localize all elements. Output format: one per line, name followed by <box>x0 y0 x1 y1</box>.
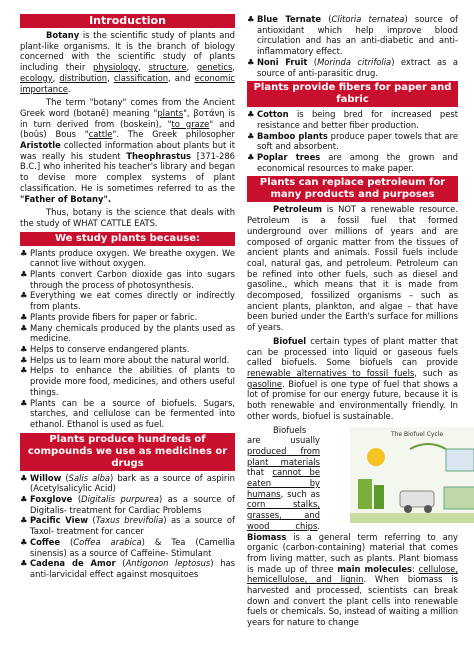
list-item-text: produce paper towels that are soft and absorbent. <box>257 130 458 152</box>
plants-link[interactable]: plants <box>157 107 184 118</box>
medicine-list <box>20 473 235 580</box>
father-of-botany: "Father of Botany". <box>20 193 112 204</box>
left-column <box>20 14 235 583</box>
list-item-text: Helps to conserve endangered plants. <box>30 343 190 354</box>
list-item-text: as a source of Digitalis- treatment for Cardiac Problems <box>30 494 235 515</box>
club-bullet-icon: ♣ <box>20 311 28 322</box>
club-bullet-icon: ♣ <box>247 56 255 67</box>
intro-text: collected information about plants but it was really his student <box>20 140 235 161</box>
club-bullet-icon: ♣ <box>247 109 255 120</box>
diagram-title: The Biofuel Cycle <box>390 430 444 438</box>
paragraph-text: . <box>317 520 320 531</box>
scientific-name: Antigonon leptosus <box>125 558 211 569</box>
list-item-text: Helps to enhance the abilities of plants to provide more food, medicines, and others useful things. <box>30 365 235 397</box>
ecology-link[interactable]: ecology <box>20 72 53 83</box>
paragraph-text: , such as <box>414 367 458 378</box>
paragraph-text: . When biomass is harvested and processed, scientists can break down and convert the plant cells into renewable fuels or chemicals. So, instead of waiting a million years for nature to change <box>247 574 458 628</box>
biofuel-term: Biofuel <box>273 335 307 346</box>
list-item <box>20 365 235 397</box>
club-bullet-icon: ♣ <box>20 269 28 280</box>
paragraph-text: certain types of plant matter that can be processed into liquid or gaseous fuels called biofuels. Some biofuels can provide <box>247 335 458 368</box>
biofuel-paragraph <box>247 336 458 422</box>
paragraph-text: : <box>412 563 419 574</box>
club-bullet-icon: ♣ <box>20 397 28 408</box>
plant-materials-link[interactable]: produced from plant materials <box>247 445 320 467</box>
genetics-link[interactable]: genetics <box>196 62 233 73</box>
list-item: ♣ Noni Fruit (Morinda citrifolia) extract as a source of anti-parasitic drug. <box>247 56 459 78</box>
plant-name: Cadena de Amor <box>30 558 116 569</box>
economic-importance-link[interactable]: economic importance <box>20 72 236 94</box>
list-item <box>20 323 235 344</box>
club-bullet-icon: ♣ <box>247 14 255 24</box>
list-item-text: is being bred for increased pest resistance and better fiber production. <box>257 109 458 130</box>
club-bullet-icon: ♣ <box>20 472 28 483</box>
to-graze-link[interactable]: to graze <box>171 118 210 129</box>
club-bullet-icon: ♣ <box>20 343 28 354</box>
list-item-text: Plants convert Carbon dioxide gas into sugars through the process of photosynthesis. <box>30 269 235 290</box>
plant-name: Coffee <box>30 536 61 547</box>
list-item-text: as a source of Taxol- treatment for cancer <box>30 515 235 537</box>
renewable-link[interactable]: renewable alternatives to fossil fuels <box>247 367 415 378</box>
fiber-list <box>247 109 458 173</box>
scientific-name: Salis alba <box>68 472 111 483</box>
list-item: ♣ Coffee (Coffea arabica) & Tea (Camellia sinensis) as a source of Caffeine- Stimulant <box>20 536 235 558</box>
list-item: ♣ Willow (Salis alba) bark as a source of aspirin (Acetylsalicylic Acid) <box>20 472 235 494</box>
intro-paragraph-1: Botany is the scientific study of plants and plant-like organisms. It is the branch of biology concerned with the scientific study of plants including their physiology, structure, genetics, ecology, distribution, classification, and economic importance. <box>20 30 236 94</box>
cattle-link[interactable]: cattle <box>88 129 113 140</box>
list-item-text: extract as a source of anti-parasitic drug. <box>257 56 459 78</box>
list-item-text: are among the grown and economical resources to make paper. <box>257 152 458 173</box>
plant-name: Foxglove <box>30 494 73 505</box>
biofuel-cycle-diagram <box>324 427 458 523</box>
intro-text: [371-286 B.C.] who inherited his teacher's library and began to devise more complex systems of plant classification. He is sometimes referred to as the <box>20 150 235 193</box>
corn-stalks-link[interactable]: corn stalks, grasses, and wood chips <box>247 499 320 531</box>
classification-link[interactable]: classification <box>113 72 169 83</box>
main-molecules-term: main molecules <box>337 563 413 574</box>
wheel-icon <box>424 505 432 513</box>
list-item <box>20 269 235 290</box>
list-item: ♣ Pacific View (Taxus brevifolia) as a source of Taxol- treatment for cancer <box>20 515 235 537</box>
club-bullet-icon: ♣ <box>20 536 28 547</box>
intro-text: ". The Greek philosopher <box>112 129 235 140</box>
plant-name: Blue Ternate <box>257 14 322 24</box>
list-item <box>247 131 458 152</box>
factory-icon <box>446 449 474 471</box>
plant-name: Poplar trees <box>257 152 321 163</box>
distribution-link[interactable]: distribution <box>59 72 108 83</box>
intro-text: is the scientific study of plants and plant-like organisms. It is the branch of biology concerned with the scientific study of plants including their <box>20 30 235 73</box>
paragraph-text: is a general term referring to any organic (carbon-containing) material that comes from living matter, such as plants. Plant biomass is made up of three <box>247 531 458 574</box>
paragraph-text: . Biofuel is one type of fuel that shows a lot of promise for our energy future, because it is both renewable and environmentally friendly. In other words, biofuel is sustainable. <box>247 378 458 421</box>
biofuel-cycle-image <box>350 427 474 523</box>
aristotle-name: Aristotle <box>20 140 61 151</box>
club-bullet-icon: ♣ <box>20 515 28 526</box>
truck-icon <box>400 491 434 507</box>
plant-name: Bamboo plants <box>257 130 328 141</box>
list-item: ♣ Cadena de Amor (Antigonon leptosus) has anti-larvicidal effect against mosquitoes <box>20 558 236 579</box>
list-item-text: & Tea (Camellia sinensis) as a source of Caffeine- Stimulant <box>30 536 235 558</box>
list-item-text: bark as a source of aspirin (Acetylsalicylic Acid) <box>30 472 235 494</box>
list-item: ♣ Blue Ternate (Clitoria ternatea) source of antioxidant which help improve blood circulation and has an anti-diabetic and anti-inflammatory effect. <box>247 14 458 57</box>
scientific-name: Digitalis purpurea <box>81 494 159 505</box>
club-bullet-icon: ♣ <box>247 152 255 163</box>
section-header-introduction: Introduction <box>20 14 235 28</box>
wheel-icon <box>404 505 412 513</box>
list-item <box>20 398 235 430</box>
club-bullet-icon: ♣ <box>20 365 28 376</box>
list-item <box>20 312 235 323</box>
scientific-name: Clitoria ternatea <box>331 14 405 24</box>
club-bullet-icon: ♣ <box>20 247 28 258</box>
plant-name: Cotton <box>257 109 289 120</box>
intro-paragraph-3: Thus, botany is the science that deals with the study of WHAT CATTLE EATS. <box>20 207 235 228</box>
list-item-text: Everything we eat comes directly or indirectly from plants. <box>30 290 235 312</box>
botany-term: Botany <box>46 30 80 40</box>
physiology-link[interactable]: physiology <box>93 62 139 73</box>
list-item-text: Many chemicals produced by the plants used as medicine. <box>30 322 235 344</box>
biomass-term: Biomass <box>247 531 287 542</box>
scientific-name: Coffea arabica <box>73 536 142 547</box>
paragraph-text: that <box>247 467 273 478</box>
paragraph-text: Biofuels are usually <box>247 424 320 446</box>
section-header-fibers: Plants provide fibers for paper and fabric <box>247 81 458 107</box>
scientific-name: Morinda citrifolia <box>317 56 392 67</box>
club-bullet-icon: ♣ <box>20 322 28 333</box>
list-item-text: has anti-larvicidal effect against mosquitoes <box>30 558 236 579</box>
plant-icon <box>358 479 372 509</box>
plant-name: Willow <box>30 472 62 483</box>
structure-link[interactable]: structure <box>148 62 187 73</box>
right-column <box>247 14 458 631</box>
club-bullet-icon: ♣ <box>20 290 28 301</box>
intro-text: ", βοτάνη is in turn derived from (boskein), " <box>20 107 235 129</box>
paragraph-text: , such as <box>280 488 320 499</box>
sun-icon <box>367 448 385 466</box>
gasoline-link[interactable]: gasoline <box>247 378 283 389</box>
list-item: ♣ Foxglove (Digitalis purpurea) as a source of Digitalis- treatment for Cardiac Problems <box>20 494 235 515</box>
petroleum-paragraph <box>247 204 458 332</box>
biofuel-tank-icon <box>444 487 474 509</box>
list-item <box>20 248 235 269</box>
plant-name: Noni Fruit <box>257 56 308 67</box>
section-header-medicines: Plants produce hundreds of compounds we use as medicines or drugs <box>20 433 235 471</box>
intro-paragraph-2 <box>20 97 235 204</box>
paragraph-text: is NOT a renewable resource. Petroleum is a fossil fuel that formed underground over millions of years and are composed of organic matter from the tissues of ancient plants and animals. Fossil fuels include coal, natural gas, and petroleum. Petroleum can be refined into other fuels, such as diesel and gasoline., which means that it is made from decomposed, fossilized organisms – such as ancient plants, plankton, and algae – that have been buried under the Earth's surface for millions of years. <box>247 204 458 333</box>
intro-text: " and (boûs) Bous " <box>20 118 235 140</box>
list-item-text: Plants can be a source of biofuels. Sugars, starches, and cellulose can be fermented into ethanol. Ethanol is used as fuel. <box>30 397 235 429</box>
club-bullet-icon: ♣ <box>20 354 28 365</box>
list-item <box>20 344 235 355</box>
scientific-name: Taxus brevifolia <box>95 515 164 526</box>
section-header-study: We study plants because: <box>20 232 235 246</box>
list-item <box>20 290 235 311</box>
intro-text: The term "botany" comes from the Ancient Greek word (botanē) meaning " <box>20 97 235 118</box>
list-item <box>20 355 235 366</box>
club-bullet-icon: ♣ <box>247 130 255 141</box>
study-list <box>20 248 235 430</box>
cannot-eat-link[interactable]: cannot be eaten by humans <box>247 467 320 499</box>
list-item <box>247 109 458 130</box>
biomass-paragraph <box>247 425 458 628</box>
section-header-petroleum: Plants can replace petroleum for many products and purposes <box>247 176 458 202</box>
theophrastus-name: Theophrastus <box>126 150 192 161</box>
club-bullet-icon: ♣ <box>20 558 28 569</box>
list-item-text: Plants produce oxygen. We breathe oxygen. We cannot live without oxygen. <box>30 247 235 269</box>
petroleum-term: Petroleum <box>273 204 322 215</box>
list-item <box>247 152 458 173</box>
list-item-text: source of antioxidant which help improve blood circulation and has an anti-diabetic and anti-inflammatory effect. <box>257 14 458 57</box>
list-item-text: Plants provide fibers for paper or fabric. <box>30 311 198 322</box>
plant-icon <box>374 485 384 509</box>
medicine-list-continued <box>247 14 458 78</box>
list-item-text: Helps us to learn more about the natural world. <box>30 354 230 365</box>
club-bullet-icon: ♣ <box>20 494 28 505</box>
plant-name: Pacific View <box>30 515 88 526</box>
cellulose-link[interactable]: cellulose, hemicellulose, and lignin <box>247 563 459 585</box>
